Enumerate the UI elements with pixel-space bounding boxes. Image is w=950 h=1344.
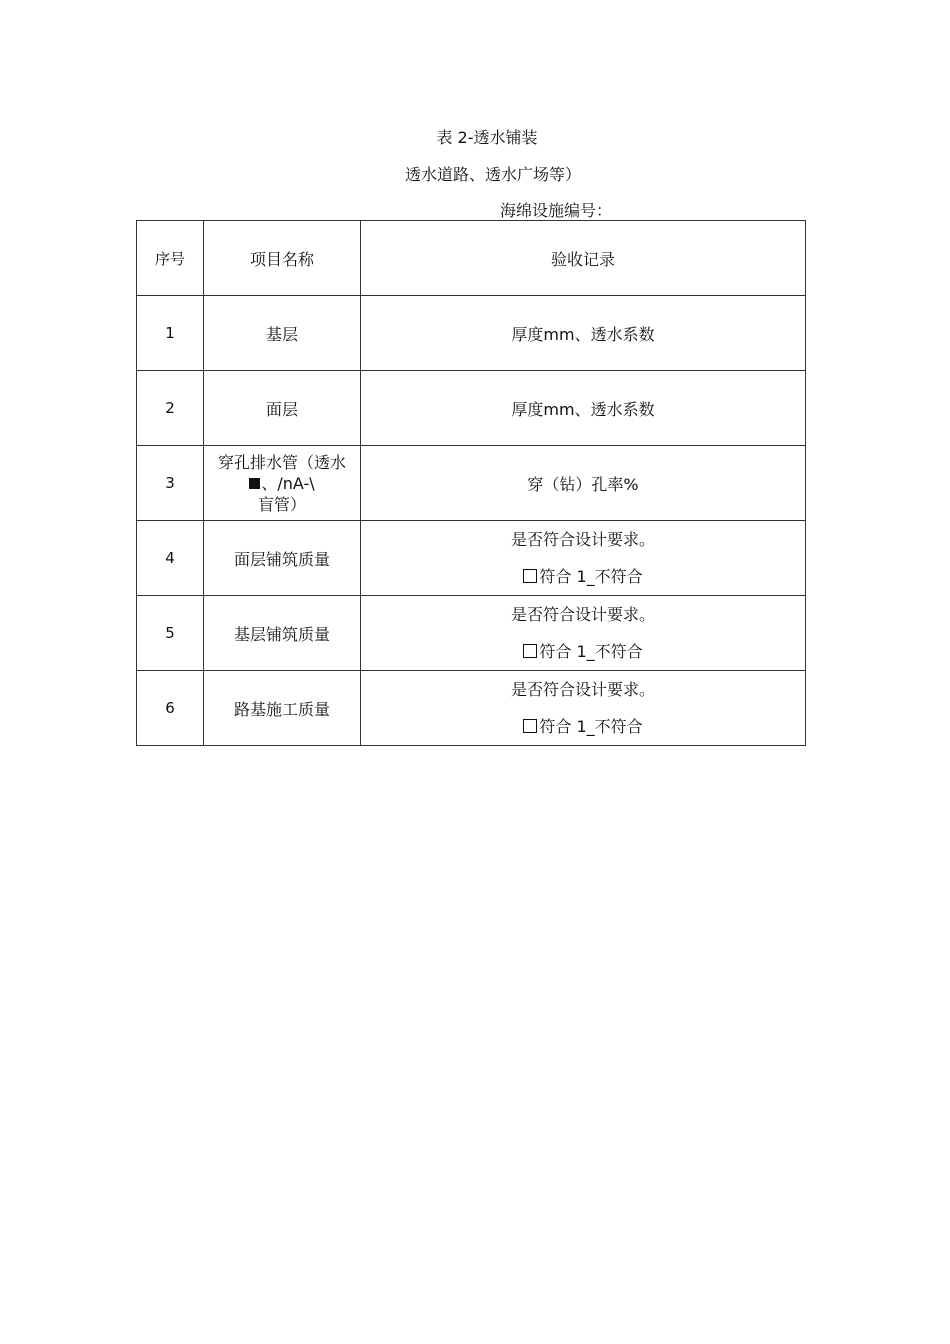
row-seq: 2 <box>137 371 204 446</box>
row-seq: 3 <box>137 446 204 521</box>
table-row <box>137 671 806 746</box>
table-row <box>137 596 806 671</box>
header-item-name: 项目名称 <box>204 221 361 296</box>
row-item-line: 穿孔排水管（透水 <box>217 452 346 472</box>
row-record <box>361 596 806 671</box>
row-item <box>204 446 361 521</box>
row-item-line <box>204 473 360 494</box>
table-row <box>137 296 806 371</box>
row-seq: 5 <box>137 596 204 671</box>
row-record: 穿（钻）孔率% <box>361 446 806 521</box>
row-seq: 4 <box>137 521 204 596</box>
row-record <box>361 671 806 746</box>
requirement-question: 是否符合设计要求。 <box>510 604 655 624</box>
row-item: 面层 <box>204 371 361 446</box>
row-seq: 1 <box>137 296 204 371</box>
black-square-icon <box>249 478 260 489</box>
row-item-line-text: 、/nA-\ <box>261 473 315 493</box>
row-item: 基层 <box>204 296 361 371</box>
conformity-option-text: 符合 1_不符合 <box>539 716 643 736</box>
table-row <box>137 371 806 446</box>
conformity-option <box>361 567 805 587</box>
conformity-option <box>361 642 805 662</box>
checkbox-icon[interactable] <box>523 644 537 658</box>
row-item: 面层铺筑质量 <box>204 521 361 596</box>
row-item: 路基施工质量 <box>204 671 361 746</box>
row-record: 厚度mm、透水系数 <box>361 371 806 446</box>
conformity-option-text: 符合 1_不符合 <box>539 566 643 586</box>
row-record: 厚度mm、透水系数 <box>361 296 806 371</box>
row-seq: 6 <box>137 671 204 746</box>
checkbox-icon[interactable] <box>523 569 537 583</box>
checkbox-icon[interactable] <box>523 719 537 733</box>
header-seq: 序号 <box>137 221 204 296</box>
row-record <box>361 521 806 596</box>
row-item: 基层铺筑质量 <box>204 596 361 671</box>
sponge-facility-id-label: 海绵设施编号： <box>500 201 613 220</box>
acceptance-table <box>136 220 806 746</box>
document-subtitle: 透水道路、透水广场等） <box>404 165 581 184</box>
table-row <box>137 446 806 521</box>
requirement-question: 是否符合设计要求。 <box>510 529 655 549</box>
header-acceptance-record: 验收记录 <box>361 221 806 296</box>
row-item-line: 盲管） <box>257 494 306 514</box>
document-title: 表 2-透水铺装 <box>436 128 538 147</box>
requirement-question: 是否符合设计要求。 <box>510 679 655 699</box>
conformity-option <box>361 717 805 737</box>
table-row <box>137 521 806 596</box>
conformity-option-text: 符合 1_不符合 <box>539 641 643 661</box>
table-header-row <box>137 221 806 296</box>
